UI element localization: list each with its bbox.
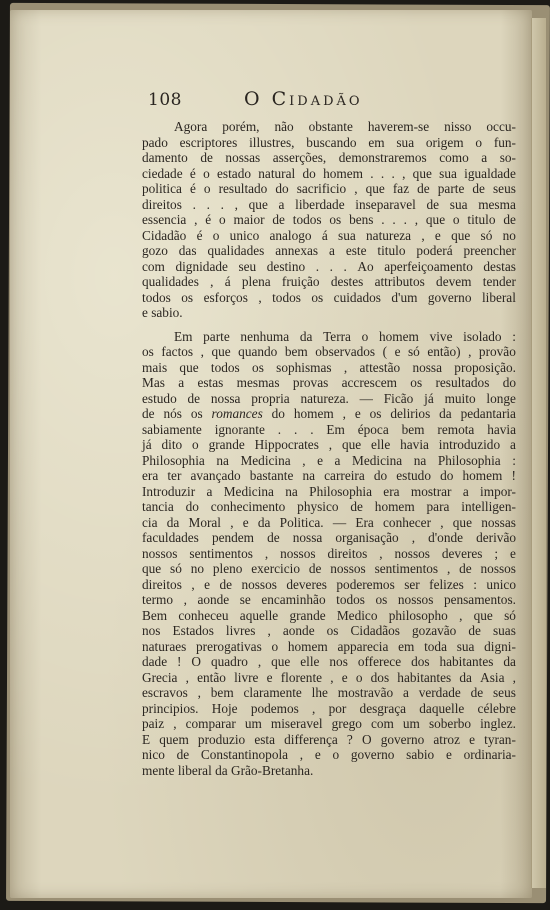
text-line: estudo de nossa propria natureza. — Ficão já muito longe <box>142 390 516 406</box>
text-line: Agora porém, não obstante haverem-se nisso occu- <box>174 119 516 134</box>
text-line: sabiamente ignorante . . . Em época bem remota havia <box>142 421 516 437</box>
text-line: cia da Moral , e da Politica. — Era conhecer , que nossas <box>142 514 516 530</box>
text-line: faculdades pendem de nossa organisação , d'onde derivão <box>142 530 516 545</box>
text-line: nico de Constantinopola , e o governo sabio e ordinaria- <box>142 747 516 762</box>
text-line: escravos , bem claramente lhe mostravão a verdade de seus <box>142 685 516 700</box>
text-line: que só no pleno exercicio de nossos sentimentos , de nossos <box>142 561 516 576</box>
text-line: Mas a estas mesmas provas accrescem os resultados do <box>142 375 516 390</box>
text-line: direitos , e de nossos deveres poderemos ser felizes : unico <box>142 576 516 592</box>
page-number: 108 <box>148 90 182 110</box>
text-line: tancia do conhecimento physico de homem para intelligen- <box>142 499 516 514</box>
page-title: O Cidadão <box>244 88 363 110</box>
text-line: pado escriptores illustres, buscando em sua origem o fun- <box>142 134 516 150</box>
body-text <box>142 119 516 778</box>
text-line: e sabio. <box>142 305 183 320</box>
text-line: Em parte nenhuma da Terra o homem vive isolado : <box>174 328 516 344</box>
text-line: E quem produzio esta differença ? O governo atroz e tyran- <box>142 731 516 747</box>
text-line: mais que todos os sophismas , attestão nossa proposição. <box>142 359 516 375</box>
text-line: termo , aonde se encaminhão todos os nossos pensamentos. <box>142 592 516 607</box>
text-line: direitos . . . , que a liberdade inseparavel de sua mesma <box>142 196 516 212</box>
text-line: dade ! O quadro , que elle nos offerece dos habitantes da <box>142 654 516 669</box>
text-line: damento de nossas asserções, demonstraremos como a so- <box>142 150 516 165</box>
text-line: todos os esforços , todos os cuidados d'um governo liberal <box>142 289 516 305</box>
text-line: principios. Hoje podemos , por desgraça daquelle célebre <box>142 700 516 716</box>
paragraph-gap <box>142 321 516 329</box>
text-line: já dito o grande Hippocrates , que elle havia introduzido a <box>142 437 516 452</box>
text-line: Bem conheceu aquelle grande Medico philosopho , que só <box>142 607 516 623</box>
text-line: qualidades , á plena fruição destes attributos devem tender <box>142 274 516 289</box>
text-line: Introduzir a Medicina na Philosophia era mostrar a impor- <box>142 483 516 499</box>
text-line: essencia , é o maior de todos os bens . . . , que o titulo de <box>142 212 516 227</box>
text-line: gozo das qualidades annexas a este titulo poderá preencher <box>142 243 516 258</box>
text-line: Grecia , então livre e florente , e o dos habitantes da Asia , <box>142 669 516 685</box>
text-line: com dignidade seu destino . . . Ao aperfeiçoamento destas <box>142 258 516 274</box>
text-line: paiz , comparar um miseravel grego com um soberbo inglez. <box>142 716 516 731</box>
text-line: os factos , que quando bem observados ( e só então) , provão <box>142 344 516 359</box>
text-line: mente liberal da Grão-Bretanha. <box>142 762 314 778</box>
text-line: Cidadão é o unico analogo á sua natureza , e que só no <box>142 227 516 243</box>
text-line: era ter avançado bastante na carreira do estudo do homem ! <box>142 468 516 483</box>
text-line: ciedade é o estado natural do homem . . . , que sua igualdade <box>142 165 516 181</box>
text-line: nos Estados livres , aonde os Cidadãos gozavão de suas <box>142 623 516 638</box>
next-page-edge <box>531 18 546 888</box>
page-header <box>148 84 418 114</box>
text-line: Philosophia na Medicina , e a Medicina na Philosophia : <box>142 452 516 468</box>
text-line: de nós os romances do homem , e os delirios da pedantaria <box>142 406 516 421</box>
text-line: politica é o resultado do sacrificio , que faz de parte de seus <box>142 181 516 196</box>
text-line: naturaes prerogativas o homem apparecia em toda sua digni- <box>142 638 516 654</box>
text-line: nossos sentimentos , nossos direitos , nossos deveres ; e <box>142 545 516 561</box>
